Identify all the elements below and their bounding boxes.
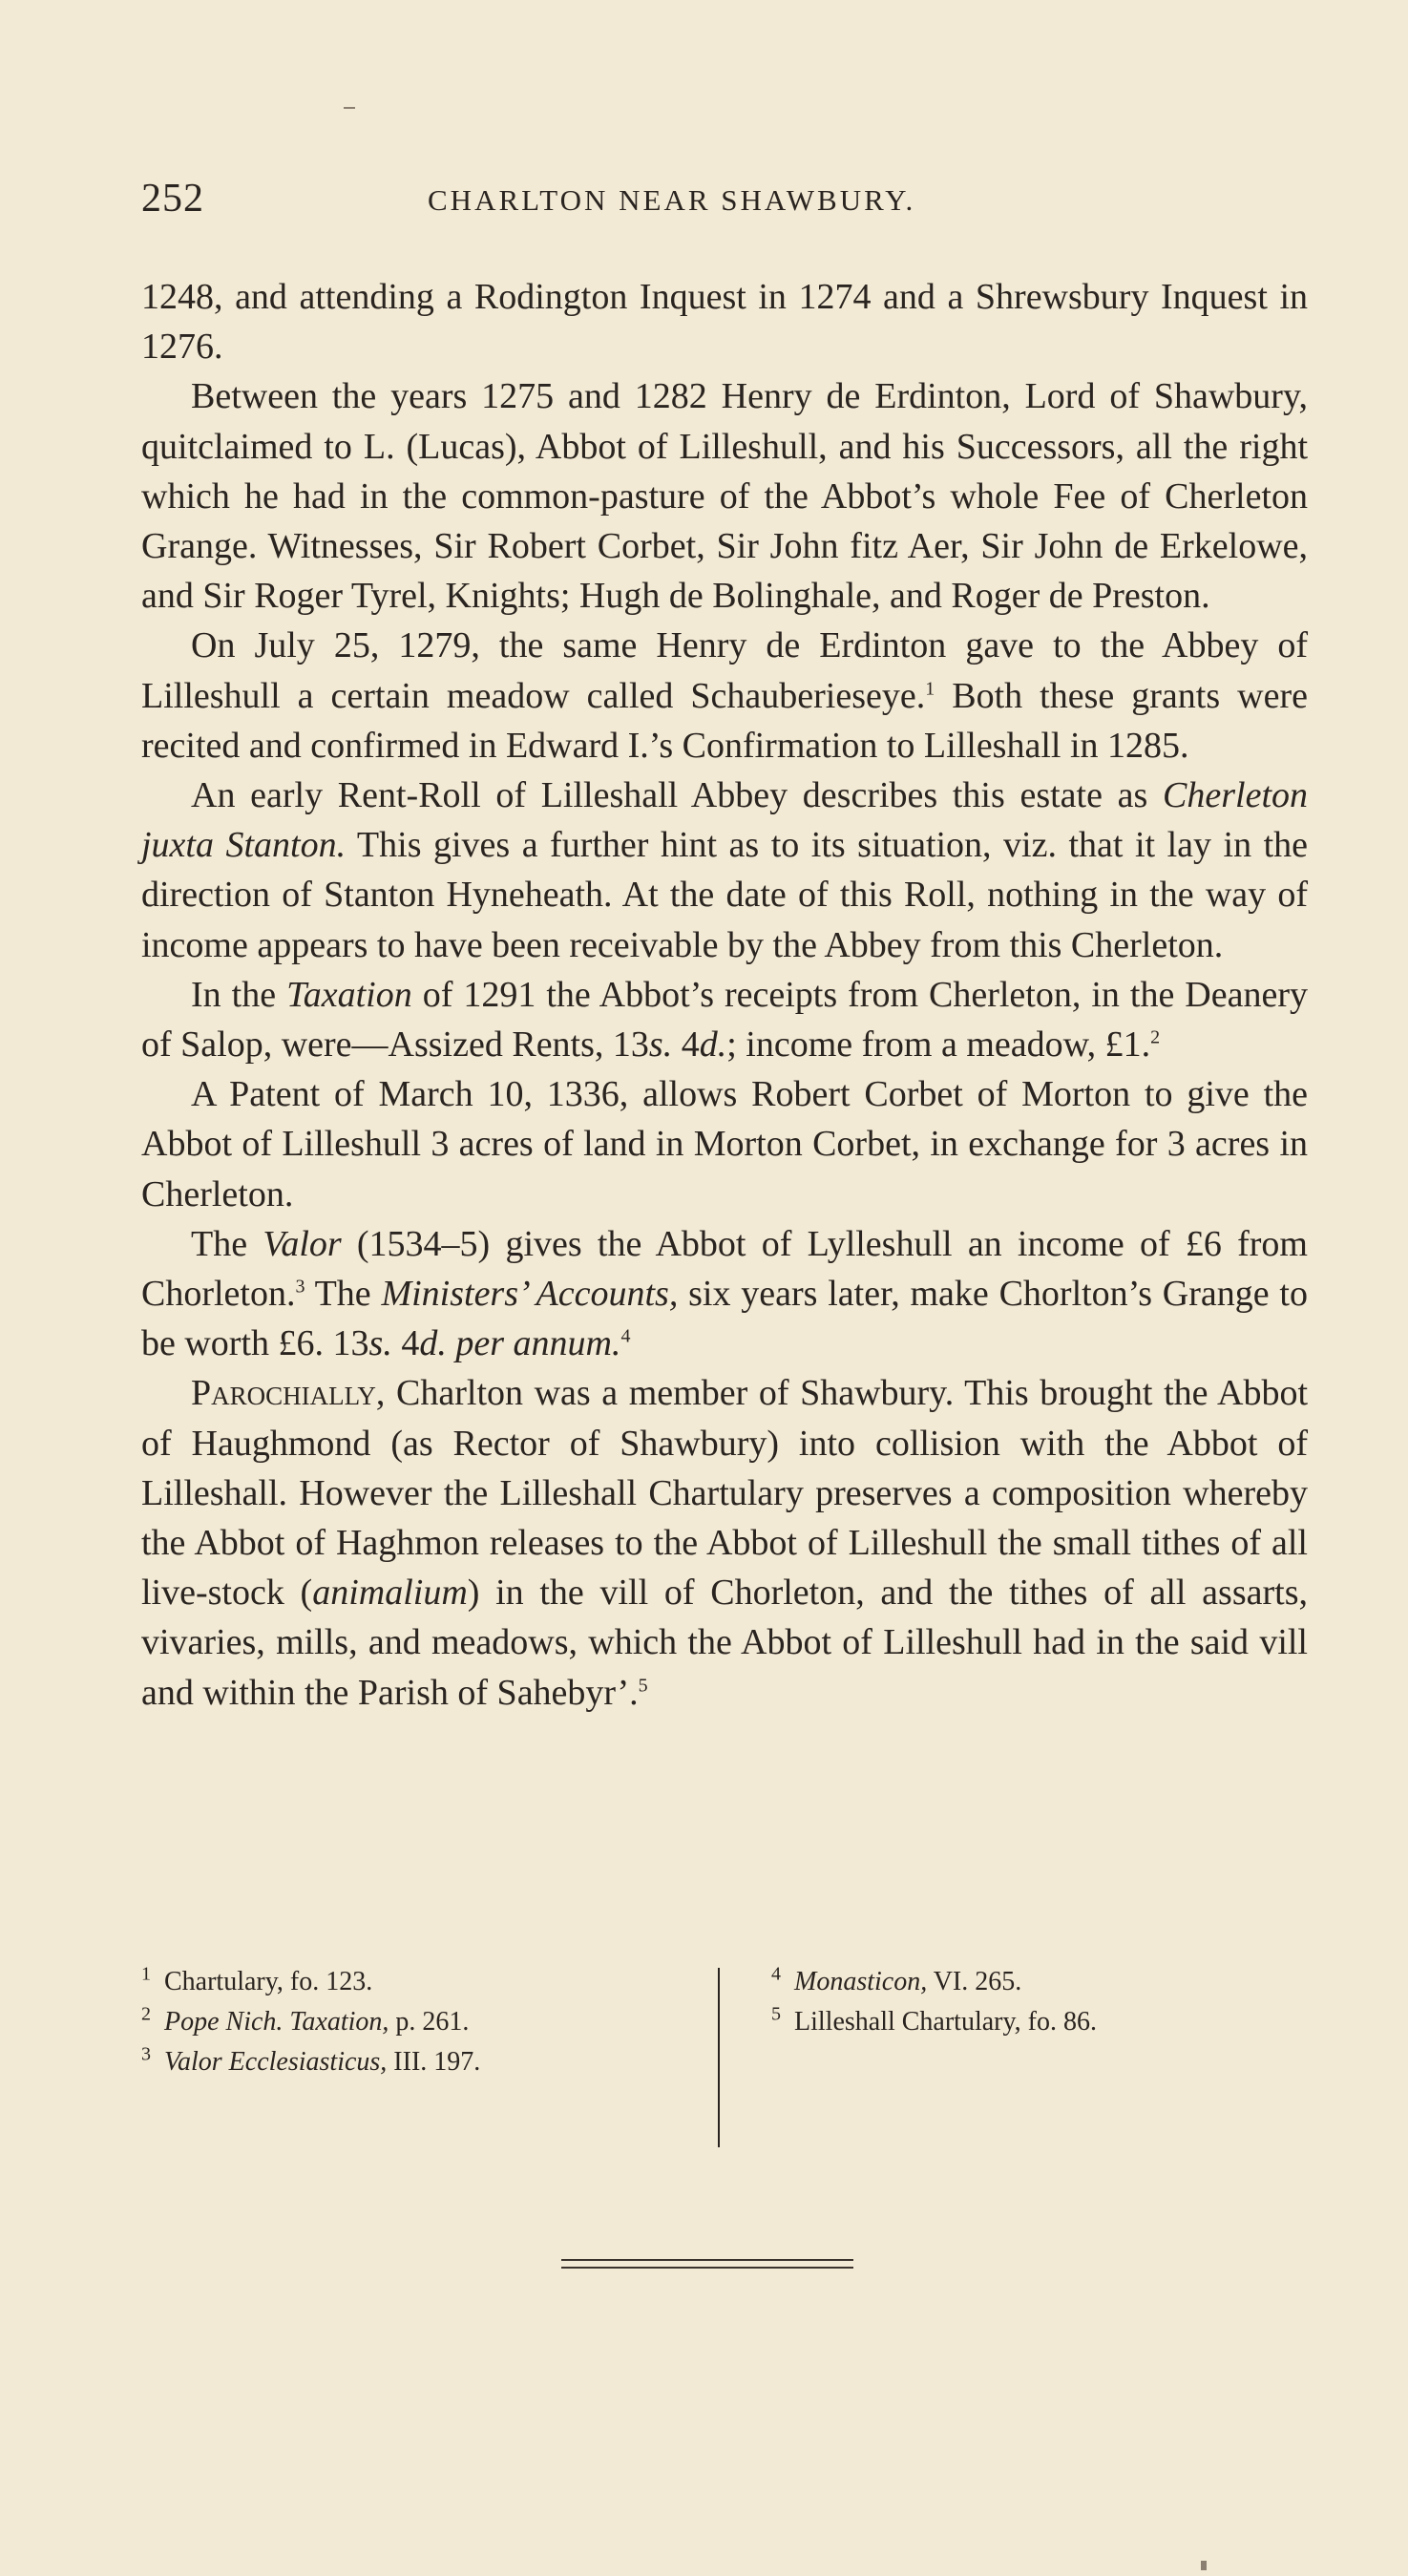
paper-speck — [1201, 2561, 1207, 2570]
paper-speck — [344, 107, 355, 109]
footnote-1: $^1$ Chartulary, fo. 123. — [141, 1963, 373, 1996]
italic-text: animalium — [312, 1573, 468, 1614]
end-rule — [561, 2259, 853, 2272]
running-title: CHARLTON NEAR SHAWBURY. — [428, 183, 916, 217]
footnotes-right-column — [771, 1962, 1306, 2042]
paragraph-2: Between the years 1275 and 1282 Henry de Erdinton, Lord of Shawbury, quitclaimed to L. (Lucas), Abbot of Lilleshull, and his Successors, all the right which he had in the common-pasture of the Abbot’s whole Fee of Cherleton Grange. Witnesses, Sir Robert Corbet, Sir John fitz Aer, Sir John de Erkelowe, and Sir Roger Tyrel, Knights; Hugh de Bolinghale, and Roger de Preston. — [141, 376, 1308, 617]
page-header — [141, 170, 1334, 227]
italic-text: Cherleton juxta Stanton. — [141, 775, 1308, 866]
footnote-4: $^4$ Monasticon, VI. 265. — [771, 1963, 1022, 1996]
rule-line — [561, 2267, 853, 2269]
paragraph-1: 1248, and attending a Rodington Inquest in 1274 and a Shrewsbury Inquest in 1276. — [141, 277, 1308, 368]
italic-text: Ministers’ Accounts, — [381, 1274, 679, 1315]
page-number: 252 — [141, 177, 204, 221]
footnote-2: $^2$ Pope Nich. Taxation, p. 261. — [141, 2003, 470, 2037]
main-text — [141, 272, 1308, 1718]
paragraph-4: An early Rent-Roll of Lilleshall Abbey describes this estate as Cherleton juxta Stanton. This gives a further hint as to its situation, viz. that it lay in the direction of Stanton Hyneheath. At the date of this Roll, nothing in the way of income appears to have been receivable by the Abbey from this Cherleton. — [141, 775, 1308, 965]
footnotes-left-column — [141, 1962, 695, 2082]
italic-text: Taxation — [286, 974, 412, 1015]
small-caps-text: Parochially, — [191, 1373, 386, 1414]
footnote-3: $^3$ Valor Ecclesiasticus, III. 197. — [141, 2043, 481, 2077]
paragraph-5: In the Taxation of 1291 the Abbot’s receipts from Cherleton, in the Deanery of Salop, were—Assized Rents, 13s. 4d.; income from a meadow, £1.$^2$ — [141, 974, 1308, 1066]
footnote-ref: 5 — [638, 1675, 648, 1697]
footnotes — [141, 1962, 1308, 2153]
paragraph-7: The Valor (1534–5) gives the Abbot of Lylleshull an income of £6 from Chorleton.$^3$ The Ministers’ Accounts, six years later, make Chorlton’s Grange to be worth £6. 13s. 4d. per annum.$^4$ — [141, 1223, 1308, 1364]
footnote-ref: 1 — [925, 677, 935, 699]
footnote-ref: 3 — [295, 1276, 305, 1298]
footnote-divider — [718, 1968, 720, 2147]
paragraph-8: Parochially, Charlton was a member of Shawbury. This brought the Abbot of Haughmond (as Rector of Shawbury) into collision with the Abbot of Lilleshall. However the Lilleshall Chartulary preserves a composition whereby the Abbot of Haghmon releases to the Abbot of Lilleshull the small tithes of all live-stock (animalium) in the vill of Chorleton, and the tithes of all assarts, vivaries, mills, and meadows, which the Abbot of Lilleshull had in the said vill and within the Parish of Sahebyr’.$^5$ — [141, 1373, 1308, 1713]
footnote-ref: 2 — [1150, 1026, 1161, 1048]
paragraph-6: A Patent of March 10, 1336, allows Robert Corbet of Morton to give the Abbot of Lilleshull 3 acres of land in Morton Corbet, in exchange for 3 acres in Cherleton. — [141, 1074, 1308, 1214]
paragraph-3: On July 25, 1279, the same Henry de Erdinton gave to the Abbey of Lilleshull a certain meadow called Schauberieseye.$^1$ Both these grants were recited and confirmed in Edward I.’s Confirmation to Lilleshall in 1285. — [141, 625, 1308, 766]
italic-text: Valor — [263, 1223, 342, 1264]
footnote-5: $^5$ Lilleshall Chartulary, fo. 86. — [771, 2003, 1097, 2037]
footnote-ref: 4 — [620, 1325, 631, 1347]
rule-line — [561, 2259, 853, 2261]
